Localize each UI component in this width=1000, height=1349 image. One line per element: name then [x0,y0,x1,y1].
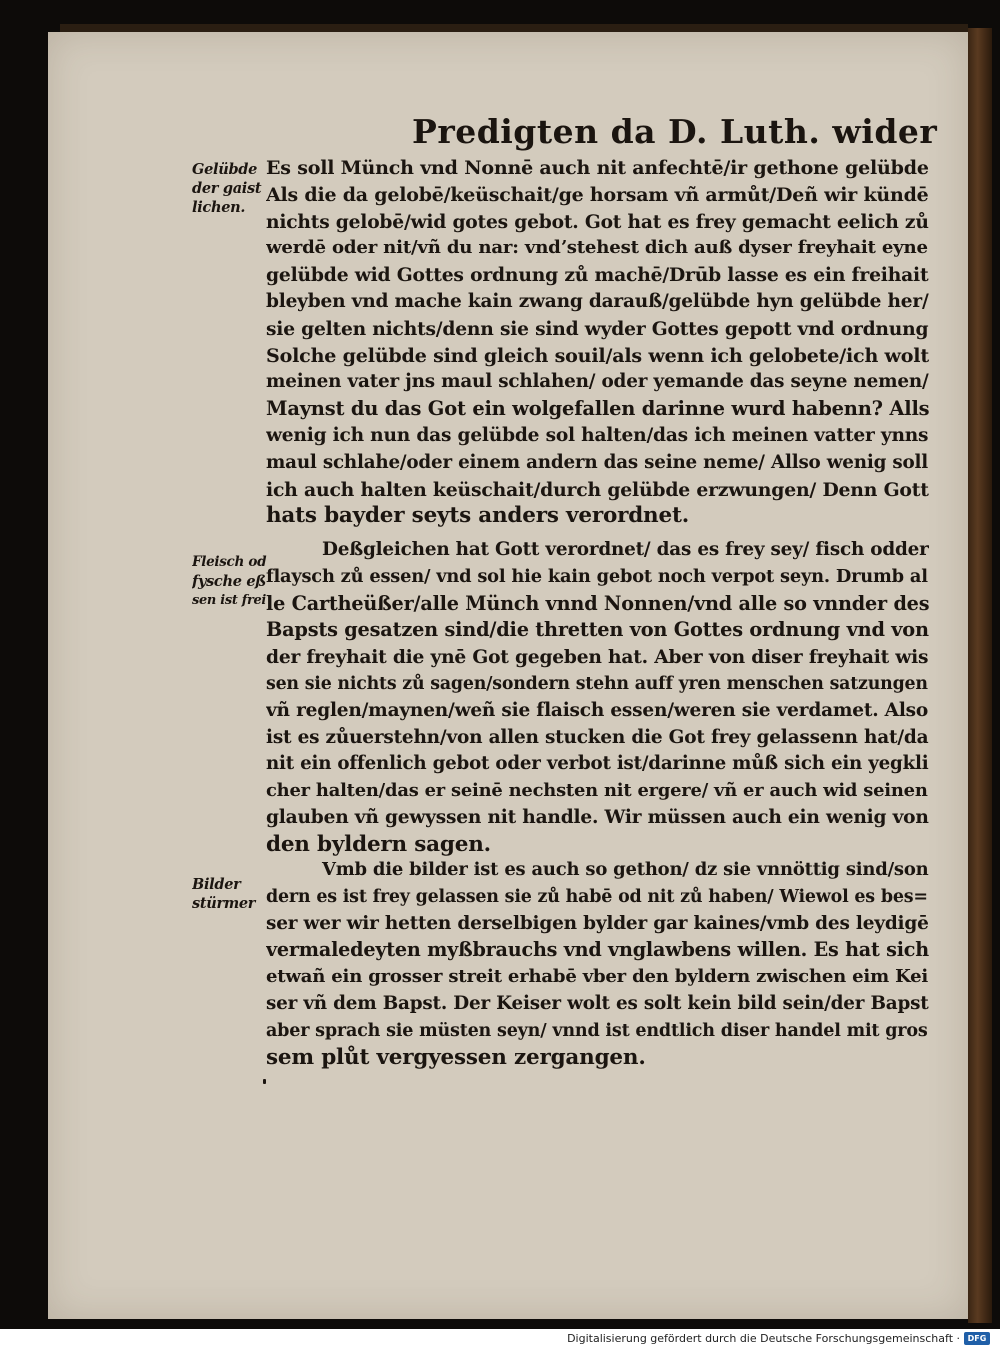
page-top-edge [60,24,968,32]
text-line: sie gelten nichts/denn sie sind wyder Gottes gepott vnd ordnung [266,317,929,340]
text-line: Deßgleichen hat Gott verordnet/ das es frey sey/ fisch odder [322,539,929,560]
margin-note-line: lichen. [192,199,246,216]
margin-note-line: Fleisch od [192,554,267,570]
text-line: ist es zůuerstehn/von allen stucken die Got frey gelassenn hat/da [266,726,929,748]
digitization-footer [0,1329,1000,1349]
margin-note-line: fysche eß [192,573,267,590]
text-line: bleyben vnd mache kain zwang darauß/gelübde hyn gelübde her/ [266,290,929,312]
text-line: sem plůt vergyessen zergangen. [266,1044,646,1070]
text-line: Maynst du das Got ein wolgefallen darinne wurd habenn? Alls [266,397,930,421]
text-line: Solche gelübde sind gleich souil/als wenn ich gelobete/ich wolt [266,344,929,367]
text-line: gelübde wid Gottes ordnung zů machē/Drūb lasse es ein freihait [266,264,929,287]
text-line: cher halten/das er seinē nechsten nit ergere/ vñ er auch wid seinen [266,780,928,802]
text-line: der freyhait die ynē Got gegeben hat. Aber von diser freyhait wis [266,646,929,669]
text-line: Es soll Münch vnd Nonnē auch nit anfechtē/ir gethone gelübde [266,157,929,179]
margin-note-gelubde [192,160,268,217]
margin-note-line: der gaist [192,180,262,197]
text-line: Als die da gelobē/keüschait/ge horsam vñ armůt/Deñ wir kündē [266,183,929,206]
text-line: aber sprach sie müsten seyn/ vnnd ist endtlich diser handel mit gros [266,1020,928,1041]
text-line: sen sie nichts zů sagen/sondern stehn auff yren menschen satzungen [266,673,928,694]
ink-speck [263,1079,266,1084]
margin-note-bilder [192,875,268,913]
text-line: vermaledeyten myßbrauchs vnd vnglawbens willen. Es hat sich [266,938,929,962]
book-spine-edge [968,28,992,1323]
text-line: Vmb die bilder ist es auch so gethon/ dz sie vnnöttig sind/son [322,859,929,880]
text-line: Bapsts gesatzen sind/die thretten von Gottes ordnung vnd von [266,618,929,642]
paragraph-fleisch [266,537,934,859]
text-line: den byldern sagen. [266,831,491,857]
margin-note-line: stürmer [192,895,256,912]
text-line: flaysch zů essen/ vnd sol hie kain gebot noch verpot seyn. Drumb al [266,565,928,587]
margin-note-line: sen ist frei [192,593,267,608]
text-line: maul schlahe/oder einem andern das seine neme/ Allso wenig soll [266,451,928,473]
text-line: hats bayder seyts anders verordnet. [266,503,689,529]
margin-note-line: Gelübde [192,161,258,178]
text-line: vñ reglen/maynen/weñ sie flaisch essen/weren sie verdamet. Also [266,699,929,721]
margin-note-line: Bilder [192,876,241,893]
text-line: werdē oder nit/vñ du nar: vndʼstehest dich auß dyser freyhait eyne [266,237,928,259]
text-line: ser wer wir hetten derselbigen bylder gar kaines/vmb des leydigē [266,912,929,934]
text-line: nit ein offenlich gebot oder verbot ist/darinne můß sich ein yegkli [266,753,929,775]
text-line: ser vñ dem Bapst. Der Keiser wolt es solt kein bild sein/der Bapst [266,992,929,1014]
margin-note-fleisch [192,553,268,610]
text-line: dern es ist frey gelassen sie zů habē od nit zů haben/ Wiewol es bes= [266,886,928,907]
paragraph-gelubde [266,155,934,530]
text-line: glauben vñ gewyssen nit handle. Wir müssen auch ein wenig von [266,806,929,828]
text-line: wenig ich nun das gelübde sol halten/das ich meinen vatter ynns [266,424,929,446]
footer-credit: Digitalisierung gefördert durch die Deutsche Forschungsgemeinschaft · [567,1332,960,1345]
text-line: le Cartheüßer/alle Münch vnnd Nonnen/vnd alle so vnnder des [266,591,930,615]
paragraph-bilder [266,857,934,1071]
text-line: ich auch halten keüschait/durch gelübde erzwungen/ Denn Gott [266,478,929,501]
dfg-logo-icon: DFG [964,1332,990,1345]
text-line: etwañ ein grosser streit erhabē vber den byldern zwischen eim Kei [266,966,929,988]
text-line: nichts gelobē/wid gotes gebot. Got hat es frey gemacht eelich zů [266,210,929,233]
text-line: meinen vater jns maul schlahen/ oder yemande das seyne nemen/ [266,371,929,393]
running-header: Predigten da D. Luth. wider [412,112,938,151]
